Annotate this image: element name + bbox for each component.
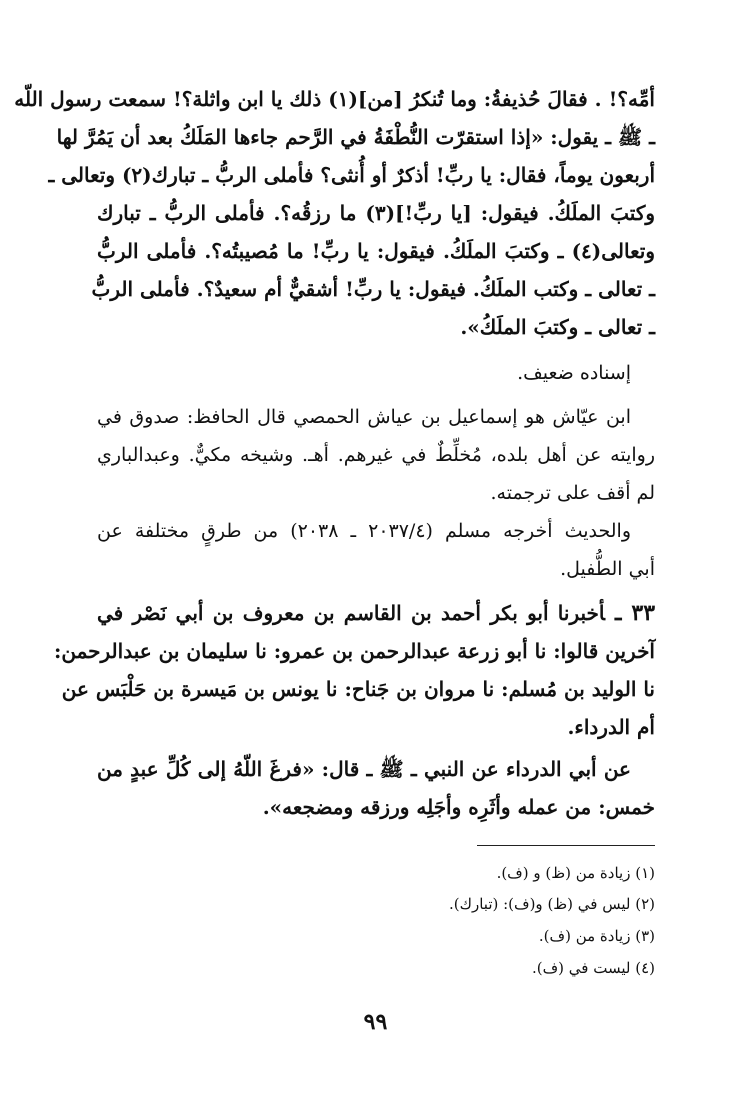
hadith-text-line: ـ تعالى ـ وكتب الملَكُ. فيقول: يا ربِّ! أشقيٌّ أم سعيدٌ؟. فأملى الربُّ [91, 277, 655, 301]
commentary-line: روايته عن أهل بلده، مُخلِّطٌ في غيرهم. أهـ. وشيخه مكيٌّ. وعبدالباري [97, 444, 655, 466]
footnote: (٢) ليس في (ظ) و(ف): (تبارك). [449, 895, 655, 913]
hadith-text-line: ـ تعالى ـ وكتبَ الملَكُ». [460, 315, 655, 339]
hadith-isnad-line: نا الوليد بن مُسلم: نا مروان بن جَناح: نا يونس بن مَيسرة بن حَلْبَس عن [61, 677, 655, 701]
hadith-isnad-line: آخرين قالوا: نا أبو زرعة عبدالرحمن بن عمرو: نا سليمان بن عبدالرحمن: [53, 639, 655, 663]
footnote: (٣) زيادة من (ف). [538, 927, 655, 945]
commentary-line: لم أقف على ترجمته. [490, 482, 655, 504]
hadith-text-line: أمِّه؟! . فقالَ حُذيفةُ: وما تُنكرُ [من](١) ذلك يا ابن واثلة؟! سمعت رسول اللّه [14, 87, 655, 111]
footnote: (٤) ليست في (ف). [532, 959, 655, 977]
hadith-text-line: وتعالى(٤) ـ وكتبَ الملَكُ. فيقول: يا ربِّ! ما مُصيبتُه؟. فأملى الربُّ [97, 239, 655, 263]
hadith-text-line: ـ ﷺ ـ يقول: «إذا استقرّت النُّطْفَةُ في الرَّحم جاءها المَلَكُ بعد أن يَمُرَّ لها [56, 125, 655, 149]
hadith-isnad-text: أخبرنا أبو بكر أحمد بن القاسم بن معروف بن أبي نَصْر في [97, 601, 605, 625]
hadith-matn-line: عن أبي الدرداء عن النبي ـ ﷺ ـ قال: «فرغَ اللّهُ إلى كُلِّ عبدٍ من [97, 757, 631, 781]
hadith-text-line: وكتبَ الملَكُ. فيقول: [يا ربِّ!](٣) ما رزقُه؟. فأملى الربُّ ـ تبارك [97, 201, 655, 225]
commentary-line: أبي الطُّفيل. [560, 558, 655, 580]
hadith-matn-line: خمس: من عمله وأثَرِه وأجَلِه ورزقه ومضجعه». [262, 795, 655, 819]
footnote: (١) زيادة من (ظ) و (ف). [496, 864, 655, 882]
page-number: ٩٩ [363, 1009, 388, 1035]
hadith-text-line: أربعون يوماً، فقال: يا ربِّ! أذكرٌ أو أُنثى؟ فأملى الربُّ ـ تبارك(٢) وتعالى ـ [48, 163, 655, 187]
footnote-separator [477, 845, 655, 846]
commentary-line: ابن عيّاش هو إسماعيل بن عياش الحمصي قال الحافظ: صدوق في [97, 406, 631, 428]
hadith-33-isnad-first-line [97, 594, 655, 632]
commentary-line: والحديث أخرجه مسلم (٢٠٣٧/٤ ـ ٢٠٣٨) من طرقٍ مختلفة عن [97, 520, 631, 542]
grading-note: إسناده ضعيف. [517, 362, 631, 384]
hadith-isnad-line: أم الدرداء. [567, 715, 655, 739]
hadith-number: ٣٣ ـ [614, 600, 656, 626]
